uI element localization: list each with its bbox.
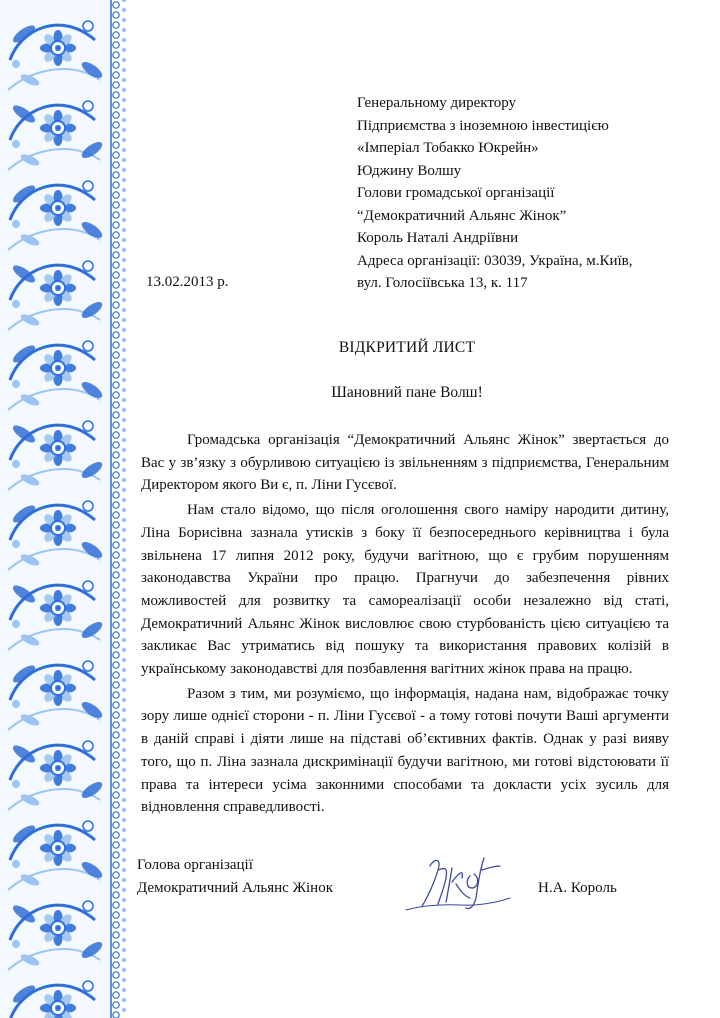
signatory-position: Голова організації: [137, 857, 253, 873]
addressee-block: [357, 92, 697, 295]
addressee-line: Підприємства з іноземною інвестицією: [357, 117, 609, 134]
addressee-line: «Імперіал Тобакко Юкрейн»: [357, 140, 539, 156]
floral-ornament-border: [0, 0, 128, 1018]
addressee-line: Адреса організації: 03039, Україна, м.Київ,: [357, 252, 633, 269]
signatory-name: Н.А. Король: [538, 880, 617, 896]
body-paragraph: Нам стало відомо, що після оголошення свого наміру народити дитину, Ліна Борисівна зазнала утисків з боку її безпосереднього керівництва і була звільнена 17 липня 2012 року, будучи вагітною, що є грубим порушенням законодавства України про працю. Прагнучи до забезпечення рівних можливостей для розвитку та самореалізації особи незалежно від статі, Демократичний Альянс Жінок висловлює свою стурбованість цією ситуацією та закликає Вас утриматись від пошуку та використання правових колізій в українському законодавстві для позбавлення вагітних жінок права на працю.: [141, 502, 669, 678]
floral-ornament-icon: [0, 0, 128, 1018]
signatory-block: [137, 854, 333, 900]
addressee-line: Голови громадської організації: [357, 185, 555, 201]
addressee-line: Юджину Волшу: [357, 162, 462, 179]
addressee-line: вул. Голосіївська 13, к. 117: [357, 275, 528, 291]
addressee-line: “Демократичний Альянс Жінок”: [357, 207, 567, 224]
letter-date: 13.02.2013 р.: [146, 274, 229, 290]
signatory-organization: Демократичний Альянс Жінок: [137, 880, 333, 896]
letter-title: ВІДКРИТИЙ ЛИСТ: [338, 339, 476, 356]
addressee-line: Генеральному директору: [357, 95, 517, 111]
addressee-line: Король Наталі Андріївни: [357, 230, 519, 246]
body-paragraph: Разом з тим, ми розуміємо, що інформація, надана нам, відображає точку зору лише однієї сторони - п. Ліни Гусєвої - а тому готові почути Ваші аргументи в даній справі і діяти лише на підставі об’єктивних фактів. Однак у разі вияву того, що п. Ліна зазнала дискримінації будучи вагітною, ми готові відстоювати її права та інтереси усіма законними способами та докласти усіх зусиль для відновлення справедливості.: [141, 685, 669, 816]
handwritten-signature-icon: [400, 848, 515, 918]
body-paragraph: Громадська організація “Демократичний Альянс Жінок” звертається до Вас у зв’язку з обурливою ситуацією із звільненням з підприємства, Генеральним Директором якого Ви є, п. Ліни Гусєвої.: [141, 432, 669, 494]
salutation: Шановний пане Волш!: [331, 384, 483, 401]
letter-body: [141, 429, 669, 821]
